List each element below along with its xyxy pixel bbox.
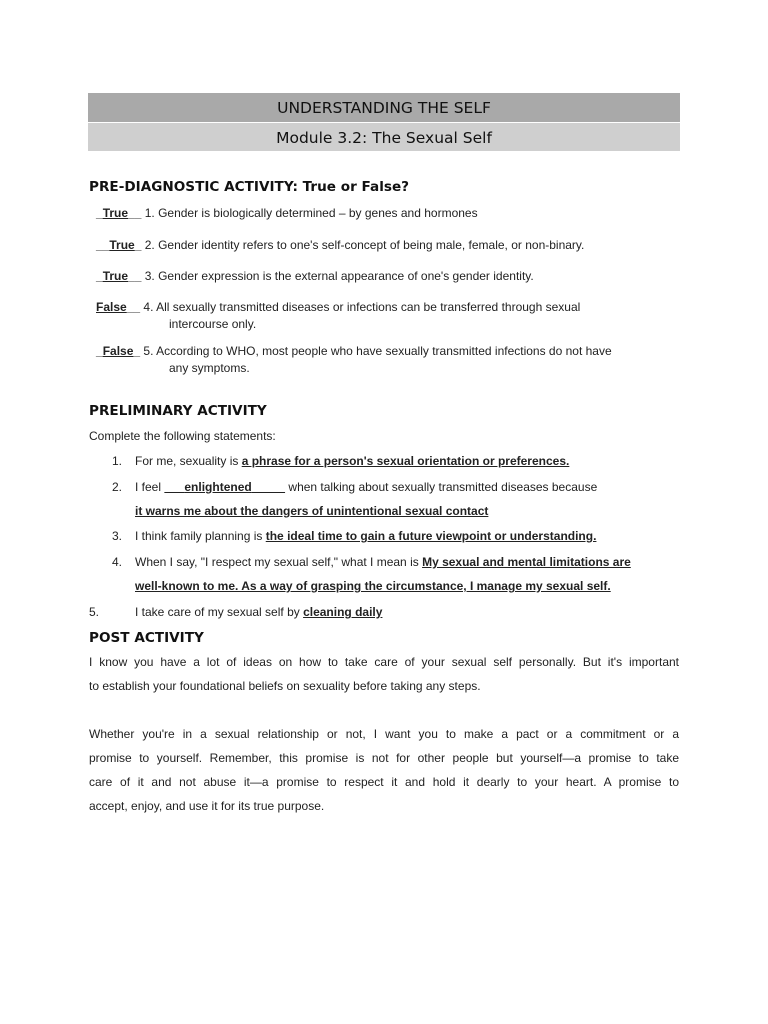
preliminary-instruction: Complete the following statements:	[89, 429, 276, 443]
post-activity-heading: POST ACTIVITY	[89, 630, 204, 646]
tf-statement-continued: intercourse only.	[169, 317, 257, 331]
true-false-item	[96, 343, 686, 377]
tf-statement: 2. Gender identity refers to one's self-concept of being male, female, or non-binary.	[144, 238, 585, 252]
post-paragraph-line: accept, enjoy, and use it for its true purpose.	[89, 799, 325, 813]
statement-answer-continued: it warns me about the dangers of unintentional sexual contact	[135, 504, 489, 518]
post-paragraph-line: Whether you're in a sexual relationship or not, I want you to make a pact or a commitment or a	[89, 727, 679, 741]
statement-answer: My sexual and mental limitations are	[422, 555, 631, 569]
true-false-item	[96, 299, 686, 333]
statement-answer: cleaning daily	[303, 605, 383, 619]
tf-statement: 4. All sexually transmitted diseases or infections can be transferred through sexual	[143, 300, 581, 314]
module-title-banner: Module 3.2: The Sexual Self	[88, 123, 680, 151]
statement-item: 3. I think family planning is the ideal time to gain a future viewpoint or understanding.	[112, 529, 597, 543]
statement-answer: enlightened	[184, 480, 252, 494]
statement-item: 2. I feel enlightened when talking about sexually transmitted diseases because it warns me about the dangers of unintentional sexual contact	[112, 475, 682, 523]
true-false-item	[96, 268, 686, 285]
post-paragraph-line: care of it and not abuse it—a promise to respect it and hold it dearly to your heart. A promise to	[89, 775, 679, 789]
post-paragraph-line: to establish your foundational beliefs on sexuality before taking any steps.	[89, 679, 481, 693]
course-title-banner: UNDERSTANDING THE SELF	[88, 93, 680, 122]
tf-answer: _False_	[96, 344, 141, 358]
tf-statement: 5. According to WHO, most people who have sexually transmitted infections do not have	[143, 344, 612, 358]
tf-answer: _True__	[96, 269, 142, 283]
statement-item: 1. For me, sexuality is a phrase for a person's sexual orientation or preferences.	[112, 454, 570, 468]
tf-answer: False__	[96, 300, 141, 314]
post-paragraph-line: promise to yourself. Remember, this promise is not for other people but yourself—a promise to take	[89, 751, 679, 765]
true-false-item	[96, 205, 686, 222]
statement-answer: a phrase for a person's sexual orientation or preferences.	[241, 454, 570, 468]
tf-statement: 3. Gender expression is the external appearance of one's gender identity.	[144, 269, 534, 283]
pre-diagnostic-heading: PRE-DIAGNOSTIC ACTIVITY: True or False?	[89, 179, 410, 195]
tf-statement-continued: any symptoms.	[169, 361, 250, 375]
true-false-item	[96, 237, 686, 254]
tf-answer: _True__	[96, 206, 142, 220]
statement-item: 4. When I say, "I respect my sexual self," what I mean is My sexual and mental limitations are well-known to me. As a way of grasping the circumstance, I manage my sexual self.	[112, 550, 682, 598]
preliminary-activity-heading: PRELIMINARY ACTIVITY	[89, 403, 267, 419]
tf-statement: 1. Gender is biologically determined – by genes and hormones	[144, 206, 478, 220]
tf-answer: __True_	[96, 238, 142, 252]
post-paragraph-line: I know you have a lot of ideas on how to take care of your sexual self personally. But it's important	[89, 655, 679, 669]
statement-answer: the ideal time to gain a future viewpoint or understanding.	[265, 529, 597, 543]
statement-item: 5. I take care of my sexual self by cleaning daily	[89, 605, 383, 619]
statement-answer-continued: well-known to me. As a way of grasping the circumstance, I manage my sexual self.	[135, 579, 611, 593]
